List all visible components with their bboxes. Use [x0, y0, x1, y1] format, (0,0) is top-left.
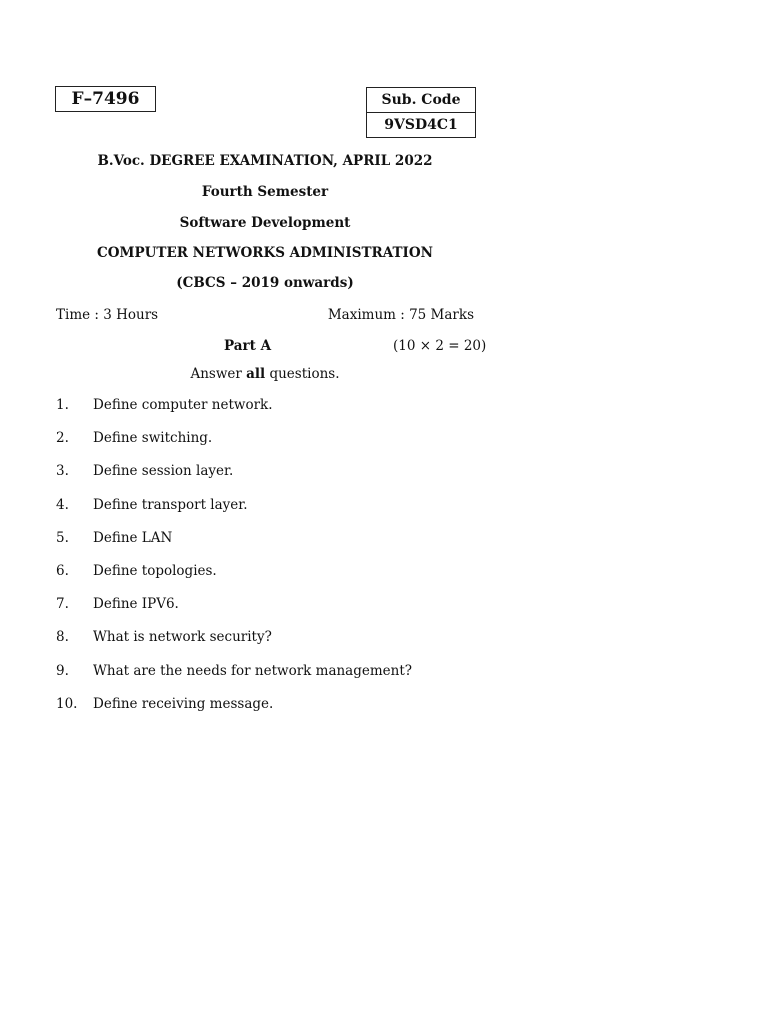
question-text: Define topologies.	[93, 562, 217, 579]
instruction-post: questions.	[265, 366, 340, 382]
subject-code-value: 9VSD4C1	[384, 117, 458, 133]
question-number: 1.	[56, 397, 69, 413]
question-number: 2.	[56, 430, 69, 447]
part-label: Part A	[224, 338, 272, 354]
question-item	[56, 530, 412, 563]
time-allowed: Time : 3 Hours	[56, 307, 159, 323]
instruction	[55, 366, 475, 382]
question-item	[56, 430, 412, 463]
question-number: 4.	[56, 496, 69, 513]
question-text: Define transport layer.	[93, 496, 248, 513]
question-item	[56, 397, 412, 430]
program-name: Software Development	[179, 215, 351, 231]
question-item	[56, 497, 412, 530]
question-number: 7.	[56, 596, 69, 613]
question-text: Define receiving message.	[93, 695, 274, 712]
paper-code-box	[55, 86, 156, 112]
paper-code: F–7496	[71, 89, 140, 109]
question-text: Define session layer.	[93, 463, 234, 480]
question-item	[56, 463, 412, 496]
question-number: 5.	[56, 529, 69, 546]
question-text: Define computer network.	[93, 397, 273, 413]
question-item	[56, 596, 412, 629]
question-text: What are the needs for network management?	[93, 662, 413, 679]
question-number: 6.	[56, 562, 69, 579]
maximum-marks: Maximum : 75 Marks	[327, 307, 474, 323]
question-number: 9.	[56, 662, 69, 679]
question-list	[56, 397, 412, 729]
question-number: 8.	[56, 629, 69, 646]
question-number: 10.	[56, 695, 78, 712]
subject-code-label: Sub. Code	[381, 92, 461, 108]
semester: Fourth Semester	[201, 184, 329, 200]
course-title: COMPUTER NETWORKS ADMINISTRATION	[97, 245, 433, 261]
question-number: 3.	[56, 463, 69, 480]
instruction-pre: Answer	[190, 366, 247, 382]
question-text: Define switching.	[93, 430, 213, 447]
question-item	[56, 563, 412, 596]
question-text: Define LAN	[93, 529, 173, 546]
question-item	[56, 629, 412, 662]
part-marks: (10 × 2 = 20)	[393, 338, 487, 354]
instruction-bold: all	[246, 366, 266, 382]
question-item	[56, 663, 412, 696]
exam-title: B.Voc. DEGREE EXAMINATION, APRIL 2022	[97, 153, 433, 169]
question-text: Define IPV6.	[93, 596, 179, 613]
scheme: (CBCS – 2019 onwards)	[176, 275, 354, 291]
question-text: What is network security?	[93, 629, 272, 646]
subject-code-box	[366, 87, 476, 138]
question-item	[56, 696, 412, 729]
time-marks-row	[56, 307, 474, 323]
